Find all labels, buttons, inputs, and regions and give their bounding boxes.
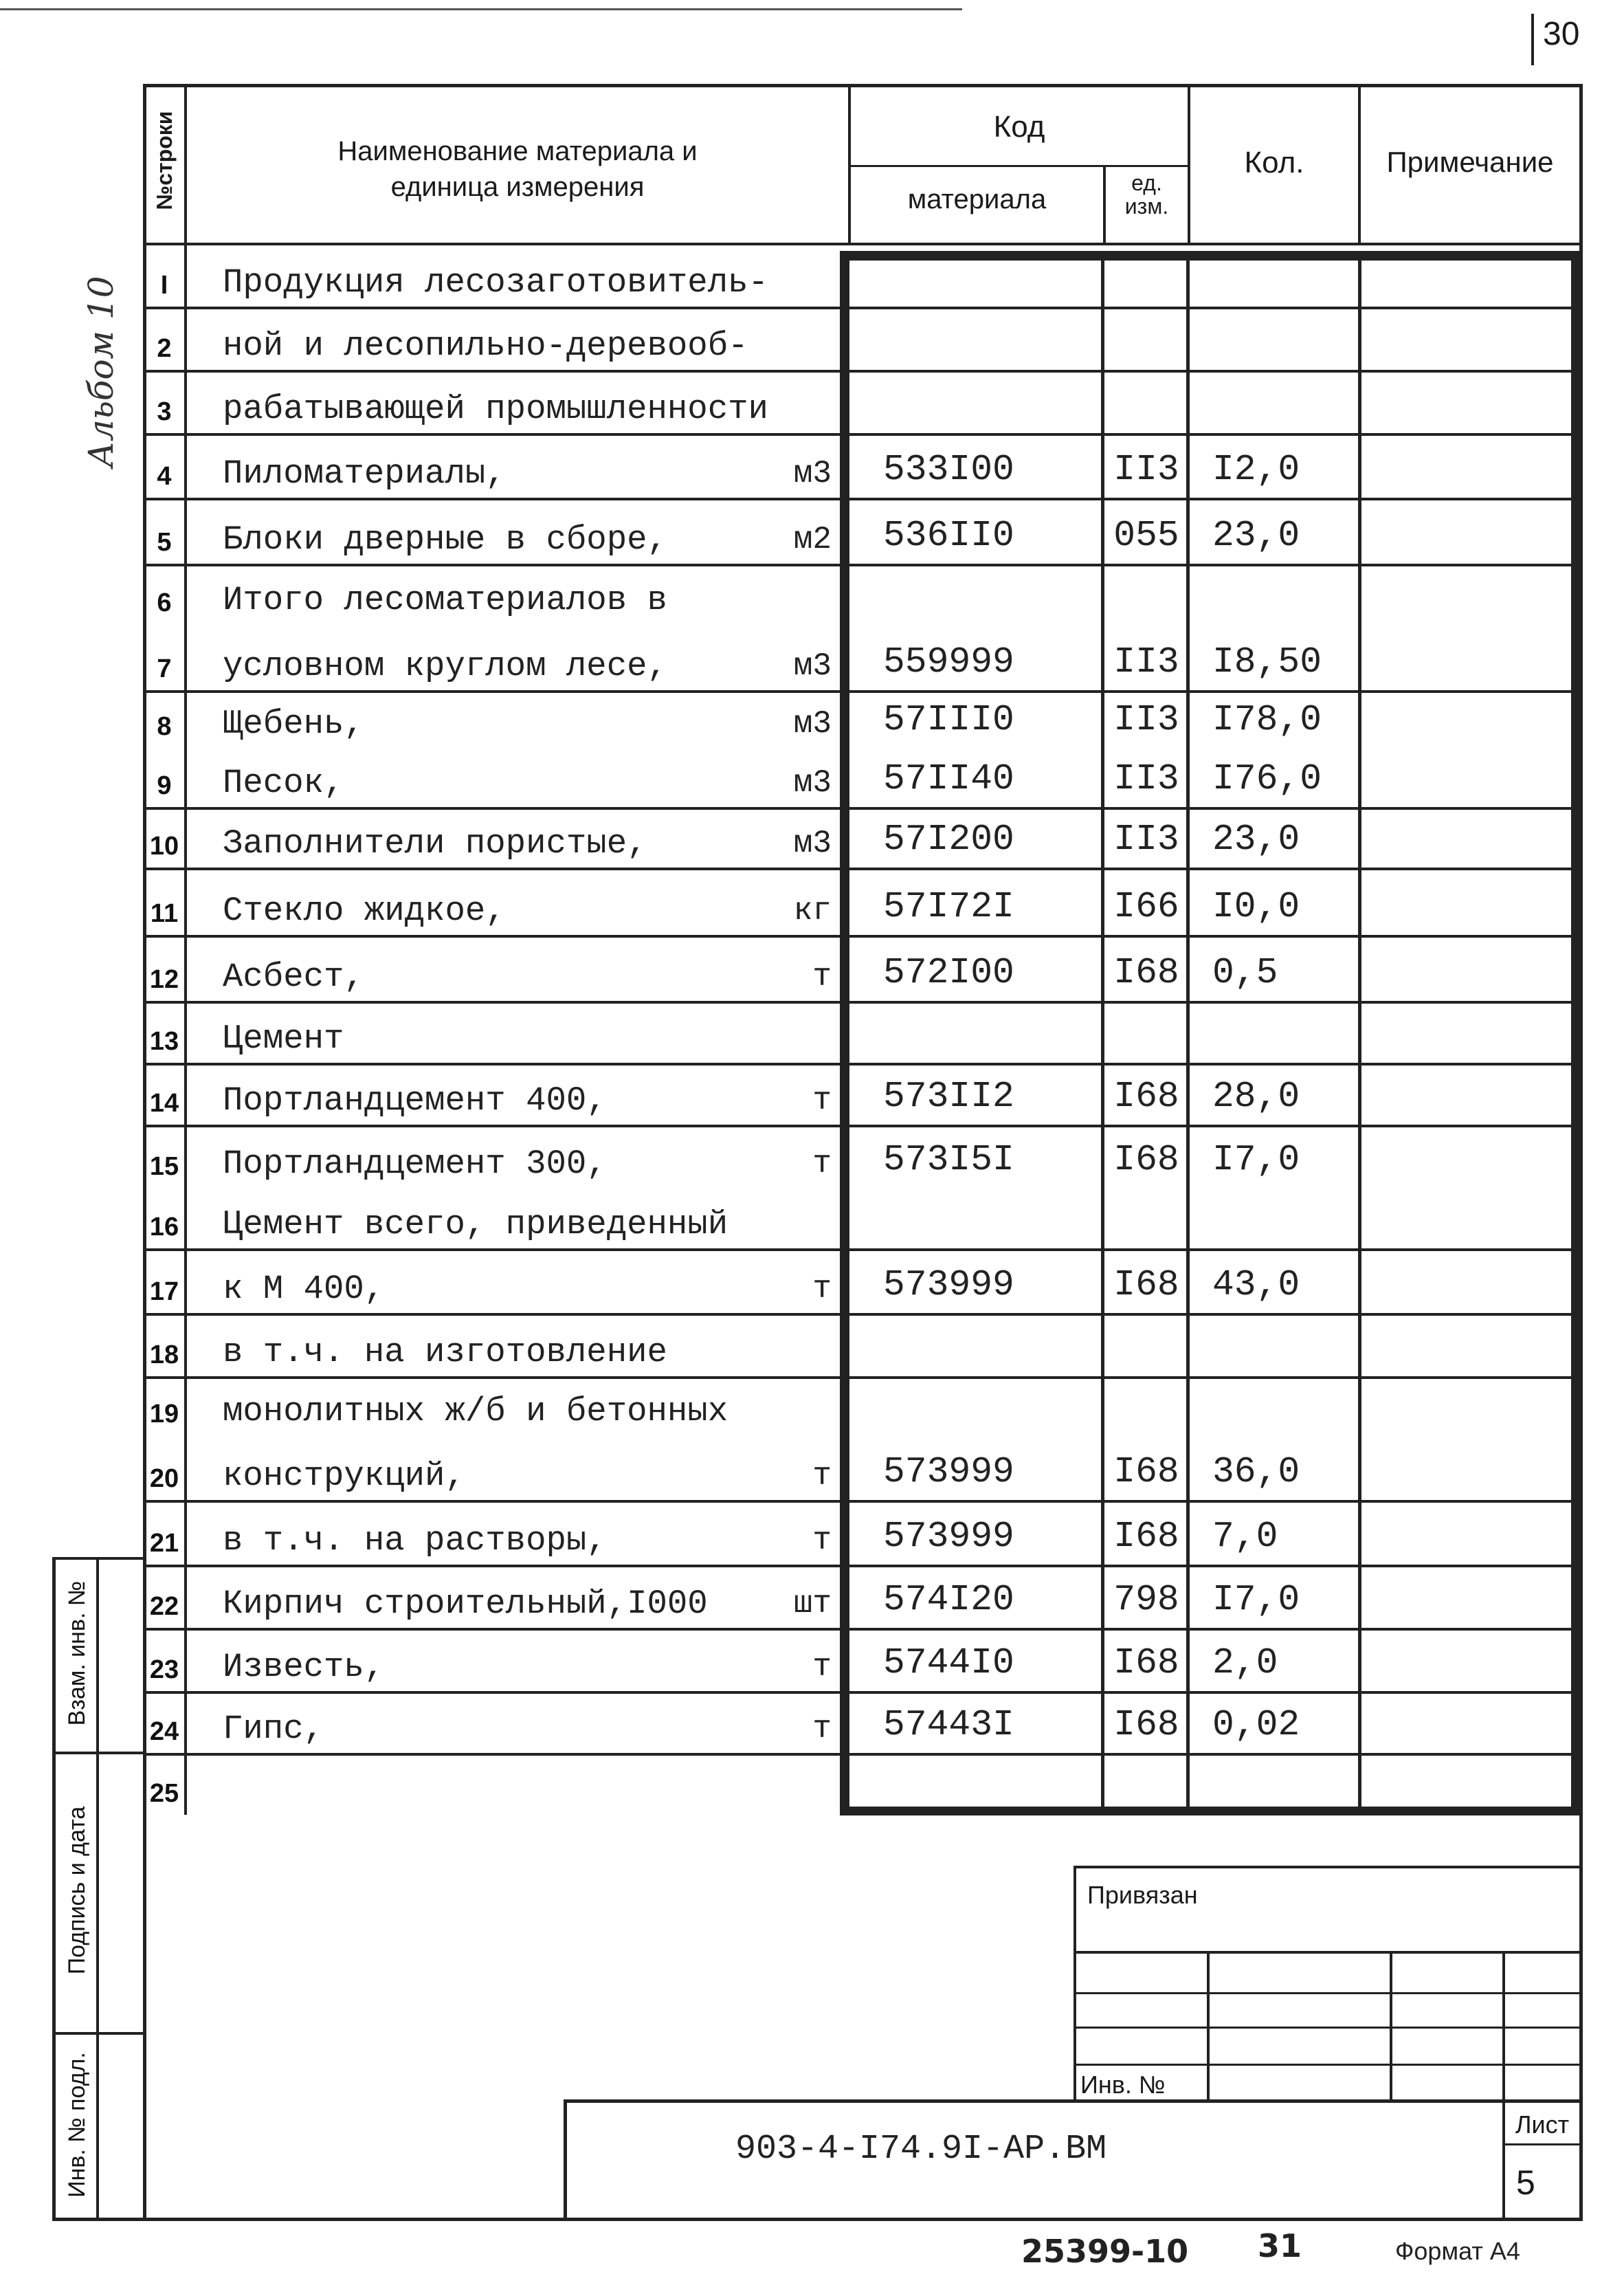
row-number: 23 bbox=[149, 1655, 179, 1684]
row-number: 25 bbox=[149, 1779, 179, 1808]
side-sign-date: Подпись и дата bbox=[64, 1806, 90, 1975]
table-row bbox=[0, 1753, 1624, 1815]
material-name: Цемент bbox=[223, 1019, 344, 1058]
row-number: 18 bbox=[149, 1340, 179, 1369]
unit-label: т bbox=[812, 1271, 832, 1307]
unit-code: II3 bbox=[1113, 449, 1179, 490]
table-row bbox=[0, 564, 1624, 624]
table-row bbox=[0, 1313, 1624, 1376]
material-name: Цемент всего, приведенный bbox=[223, 1205, 728, 1244]
stamp-line-1 bbox=[1074, 1951, 1583, 1954]
table-row bbox=[0, 253, 1624, 307]
material-name: Портландцемент 400, bbox=[223, 1081, 607, 1120]
row-number: 22 bbox=[149, 1592, 179, 1621]
stamp-col-1 bbox=[1207, 1951, 1210, 2101]
stamp-title-top bbox=[564, 2099, 1583, 2103]
table-row bbox=[0, 370, 1624, 433]
row-number: 5 bbox=[157, 528, 172, 557]
table-row bbox=[0, 748, 1624, 807]
table-row bbox=[0, 868, 1624, 935]
quantity: I76,0 bbox=[1212, 758, 1322, 799]
unit-code: I68 bbox=[1113, 1264, 1179, 1305]
table-row bbox=[0, 433, 1624, 498]
page-number-divider bbox=[1531, 14, 1534, 65]
table-row bbox=[0, 1188, 1624, 1248]
material-name: Щебень, bbox=[223, 705, 364, 743]
quantity: 0,5 bbox=[1212, 952, 1278, 993]
header-note: Примечание bbox=[1386, 146, 1554, 178]
material-code: 57I72I bbox=[883, 886, 1014, 927]
quantity: I8,50 bbox=[1212, 641, 1322, 683]
unit-code: I66 bbox=[1113, 886, 1179, 927]
material-name: условном круглом лесе, bbox=[223, 647, 667, 685]
row-number: 13 bbox=[149, 1027, 179, 1056]
side-vzam: Взам. инв. № bbox=[64, 1580, 90, 1726]
material-name: Известь, bbox=[223, 1648, 385, 1686]
unit-label: м3 bbox=[793, 456, 832, 492]
unit-label: т bbox=[812, 1523, 832, 1558]
row-number: 8 bbox=[157, 712, 172, 741]
material-code: 572I00 bbox=[883, 952, 1014, 993]
stamp-line-4 bbox=[1074, 2064, 1583, 2066]
unit-label: м3 bbox=[793, 706, 832, 742]
unit-code: 055 bbox=[1113, 515, 1179, 556]
material-name: рабатывающей промышленности bbox=[223, 390, 768, 428]
top-edge-line bbox=[0, 8, 962, 10]
quantity: 7,0 bbox=[1212, 1516, 1278, 1557]
code-subheader-line bbox=[848, 165, 1189, 167]
table-row bbox=[0, 1565, 1624, 1628]
material-name: Гипс, bbox=[223, 1710, 324, 1748]
material-code: 573999 bbox=[883, 1516, 1014, 1557]
material-name: Портландцемент 300, bbox=[223, 1145, 607, 1183]
material-name: Пиломатериалы, bbox=[223, 454, 506, 493]
stamp-line-2 bbox=[1074, 1992, 1583, 1994]
unit-label: т bbox=[812, 959, 832, 995]
unit-code: II3 bbox=[1113, 699, 1179, 740]
side-stamp-left bbox=[52, 1557, 56, 2221]
quantity: 43,0 bbox=[1212, 1264, 1300, 1305]
table-row bbox=[0, 1248, 1624, 1313]
page-number: 30 bbox=[1543, 16, 1580, 52]
unit-label: м3 bbox=[793, 648, 832, 684]
table-row bbox=[0, 1435, 1624, 1500]
quantity: I7,0 bbox=[1212, 1139, 1300, 1180]
unit-code: II3 bbox=[1113, 819, 1179, 860]
row-number: 16 bbox=[149, 1213, 179, 1241]
col-code-line-header bbox=[848, 84, 851, 244]
unit-label: т bbox=[812, 1146, 832, 1182]
material-name: в т.ч. на растворы, bbox=[223, 1521, 607, 1560]
table-row bbox=[0, 307, 1624, 370]
unit-label: м2 bbox=[793, 522, 832, 558]
table-row bbox=[0, 498, 1624, 564]
header-bottom-line bbox=[143, 243, 1583, 245]
row-number: 14 bbox=[149, 1089, 179, 1118]
margin-note: Альбом 10 bbox=[81, 276, 121, 467]
material-code: 5744I0 bbox=[883, 1642, 1014, 1684]
header-code-unit-1: ед. bbox=[1131, 170, 1162, 195]
quantity: 36,0 bbox=[1212, 1451, 1300, 1492]
header-quantity: Кол. bbox=[1244, 146, 1304, 179]
quantity: I7,0 bbox=[1212, 1579, 1300, 1620]
row-number: 19 bbox=[149, 1400, 179, 1428]
table-row bbox=[0, 624, 1624, 690]
unit-code: I68 bbox=[1113, 952, 1179, 993]
row-number: 21 bbox=[149, 1529, 179, 1558]
material-name: Стекло жидкое, bbox=[223, 892, 506, 930]
frame-top bbox=[143, 84, 1583, 87]
unit-code: I68 bbox=[1113, 1076, 1179, 1117]
side-inv-podl: Инв. № подл. bbox=[64, 2052, 90, 2198]
table-row bbox=[0, 1376, 1624, 1435]
header-code-unit-2: изм. bbox=[1124, 194, 1169, 219]
footer-copy-no: 31 bbox=[1258, 2227, 1302, 2264]
quantity: 2,0 bbox=[1212, 1642, 1278, 1684]
table-row bbox=[0, 1691, 1624, 1753]
row-number: 7 bbox=[157, 654, 172, 683]
row-number: 3 bbox=[157, 397, 172, 426]
table-row bbox=[0, 935, 1624, 1001]
material-code: 574I20 bbox=[883, 1579, 1014, 1620]
material-code: 57III0 bbox=[883, 699, 1014, 740]
side-stamp-top bbox=[52, 1557, 144, 1560]
unit-label: м3 bbox=[793, 826, 832, 861]
material-name: Асбест, bbox=[223, 958, 364, 996]
material-name: Заполнители пористые, bbox=[223, 824, 647, 863]
stamp-bound: Привязан bbox=[1087, 1881, 1198, 1909]
quantity: 0,02 bbox=[1212, 1704, 1300, 1745]
unit-label: т bbox=[812, 1649, 832, 1685]
material-code: 57443I bbox=[883, 1704, 1014, 1745]
unit-label: т bbox=[812, 1083, 832, 1118]
stamp-doc-code: 903-4-I74.9I-АР.ВМ bbox=[735, 2130, 1107, 2169]
row-number: 24 bbox=[149, 1717, 179, 1746]
unit-label: т bbox=[812, 1458, 832, 1494]
unit-code: 798 bbox=[1113, 1579, 1179, 1620]
stamp-col-2 bbox=[1390, 1951, 1392, 2101]
material-code: 573999 bbox=[883, 1264, 1014, 1305]
table-row bbox=[0, 1628, 1624, 1691]
footer-format: Формат А4 bbox=[1395, 2237, 1520, 2265]
table-row bbox=[0, 1500, 1624, 1565]
header-code: Код bbox=[993, 110, 1045, 144]
row-number: 20 bbox=[149, 1464, 179, 1493]
row-number: 2 bbox=[157, 334, 172, 363]
side-stamp-mid bbox=[96, 1557, 99, 2221]
table-row bbox=[0, 1063, 1624, 1125]
material-code: 533I00 bbox=[883, 449, 1014, 490]
stamp-line-3 bbox=[1074, 2027, 1583, 2029]
material-name: Песок, bbox=[223, 764, 344, 802]
material-code: 573II2 bbox=[883, 1076, 1014, 1117]
material-code: 559999 bbox=[883, 641, 1014, 683]
unit-code: I68 bbox=[1113, 1516, 1179, 1557]
row-number: 6 bbox=[157, 588, 172, 617]
unit-code: I68 bbox=[1113, 1139, 1179, 1180]
table-row bbox=[0, 807, 1624, 868]
quantity: I2,0 bbox=[1212, 449, 1300, 490]
material-name: к М 400, bbox=[223, 1270, 385, 1308]
header-name-unit: единица измерения bbox=[390, 172, 645, 202]
footer-order-no: 25399-10 bbox=[1021, 2233, 1189, 2270]
row-number: 4 bbox=[157, 462, 172, 491]
row-number: 12 bbox=[149, 965, 179, 994]
material-name: Кирпич строительный,I000 bbox=[223, 1585, 708, 1623]
unit-code: II3 bbox=[1113, 641, 1179, 683]
stamp-inv-no: Инв. № bbox=[1080, 2071, 1166, 2099]
row-number: 11 bbox=[150, 899, 179, 928]
unit-label: м3 bbox=[793, 765, 832, 801]
row-number: 10 bbox=[149, 832, 179, 861]
unit-label: кг bbox=[793, 893, 832, 929]
header-rownum: №строки bbox=[152, 111, 177, 210]
table-row bbox=[0, 1125, 1624, 1188]
row-number: 17 bbox=[149, 1277, 179, 1306]
material-code: 57I200 bbox=[883, 819, 1014, 860]
unit-code: I68 bbox=[1113, 1704, 1179, 1745]
stamp-sheet-no: 5 bbox=[1516, 2163, 1535, 2202]
row-number: I bbox=[160, 271, 168, 300]
table-row bbox=[0, 690, 1624, 748]
unit-code: I68 bbox=[1113, 1642, 1179, 1684]
material-name: Блоки дверные в сборе, bbox=[223, 520, 667, 559]
stamp-sheet-line bbox=[1502, 2143, 1583, 2145]
header-name: Наименование материала и bbox=[337, 136, 698, 166]
quantity: 28,0 bbox=[1212, 1076, 1300, 1117]
unit-label: шт bbox=[793, 1586, 832, 1622]
stamp-sheet-label: Лист bbox=[1515, 2110, 1570, 2139]
stamp-col-3 bbox=[1502, 1951, 1505, 2220]
quantity: I0,0 bbox=[1212, 886, 1300, 927]
unit-code: II3 bbox=[1113, 758, 1179, 799]
quantity: I78,0 bbox=[1212, 699, 1322, 740]
material-code: 573I5I bbox=[883, 1139, 1014, 1180]
material-code: 57II40 bbox=[883, 758, 1014, 799]
material-name: конструкций, bbox=[223, 1457, 465, 1495]
quantity: 23,0 bbox=[1212, 515, 1300, 556]
stamp-left bbox=[1074, 1866, 1076, 2103]
header-code-material: материала bbox=[907, 184, 1047, 214]
material-name: Итого лесоматериалов в bbox=[223, 581, 667, 619]
frame-bottom bbox=[52, 2218, 1583, 2221]
material-name: ной и лесопильно-деревооб- bbox=[223, 327, 748, 365]
row-number: 15 bbox=[149, 1152, 179, 1181]
row-number: 9 bbox=[157, 771, 172, 800]
stamp-title-left bbox=[564, 2099, 567, 2221]
material-code: 573999 bbox=[883, 1451, 1014, 1492]
material-name: Продукция лесозаготовитель- bbox=[223, 263, 768, 302]
unit-code: I68 bbox=[1113, 1451, 1179, 1492]
material-name: монолитных ж/б и бетонных bbox=[223, 1392, 728, 1431]
unit-label: т bbox=[812, 1711, 832, 1747]
material-code: 536II0 bbox=[883, 515, 1014, 556]
material-name: в т.ч. на изготовление bbox=[223, 1333, 667, 1371]
quantity: 23,0 bbox=[1212, 819, 1300, 860]
table-row bbox=[0, 1001, 1624, 1063]
stamp-top bbox=[1074, 1866, 1583, 1868]
